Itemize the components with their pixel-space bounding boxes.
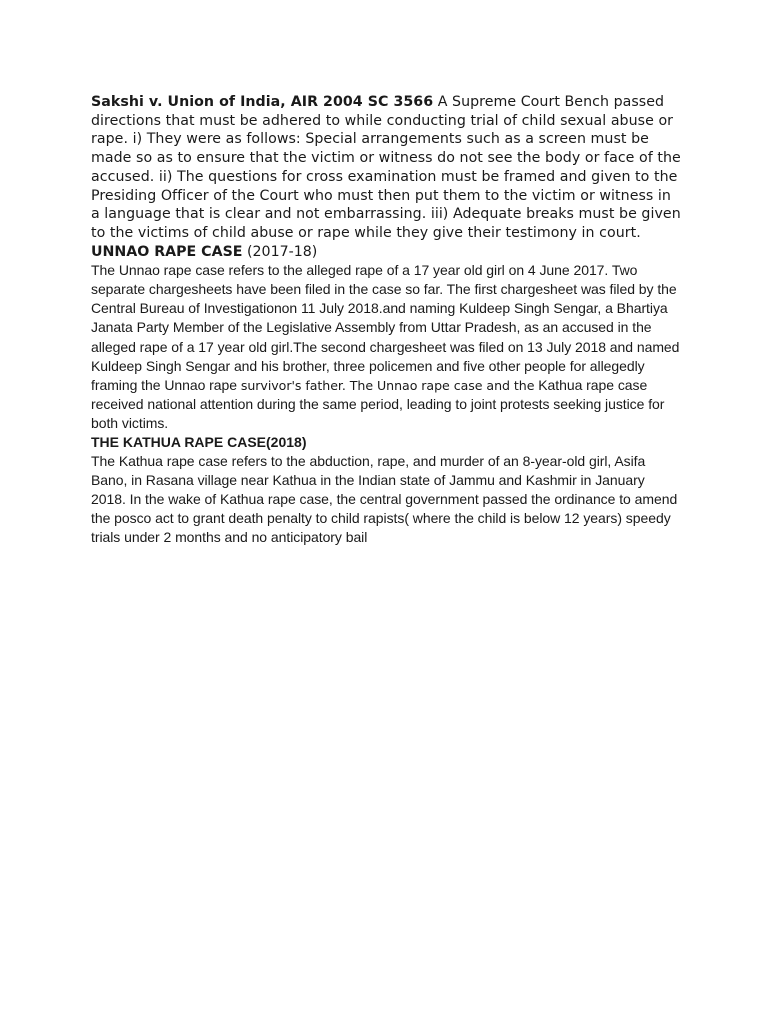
sakshi-case-title: Sakshi v. Union of India, AIR 2004 SC 3566 [91,94,434,110]
unnao-text-part2: survivor's father. The Unnao rape case and the [240,377,535,393]
unnao-paragraph [91,261,681,433]
sakshi-paragraph [91,93,681,243]
unnao-text-part3: Kathua rape case received national attention during the same period, leading to joint protests seeking justice for both victims. [91,376,665,431]
unnao-text-part1: The Unnao rape case refers to the alleged rape of a 17 year old girl on 4 June 2017. Two separate chargesheets have been filed in the case so far. The first chargesheet was filed by the Central Bureau of Investigationon 11 July 2018.and naming Kuldeep Singh Sengar, a Bhartiya Janata Party Member of the Legislative Assembly from Uttar Pradesh, as an accused in the alleged rape of a 17 year old girl.The second chargesheet was filed on 13 July 2018 and named Kuldeep Singh Sengar and his brother, three policemen and five other people for allegedly framing the Unnao rape [91,262,680,393]
unnao-heading [91,243,681,262]
kathua-paragraph [91,452,681,547]
kathua-text-part1: The Kathua rape case refers to the abduction, rape, and murder of an 8-year-old girl, Asifa Bano, in Rasana village near Kathua in the Indian state of Jammu and Kashmir in January 2018. [91,453,646,508]
document-page [91,93,681,548]
kathua-heading: THE KATHUA RAPE CASE(2018) [91,433,307,450]
kathua-text-part2: In the wake of Kathua rape case, the central government passed the ordinance to amend the posco act to grant death penalty to child rapists( where the child is below 12 years) speedy trials under 2 months and no anticipatory bail [91,491,678,546]
unnao-heading-years: (2017-18) [242,243,318,260]
unnao-heading-title: UNNAO RAPE CASE [91,243,243,260]
sakshi-case-text: A Supreme Court Bench passed directions that must be adhered to while conducting trial of child sexual abuse or rape. i) They were as follows: Special arrangements such as a screen must be made so as to ensure that the victim or witness do not see the body or face of the accused. ii) The questions for cross examination must be framed and given to the Presiding Officer of the Court who must then put them to the victim or witness in a language that is clear and not embarrassing. iii) Adequate breaks must be given to the victims of child abuse or rape while they give their testimony in court. [91,94,681,241]
